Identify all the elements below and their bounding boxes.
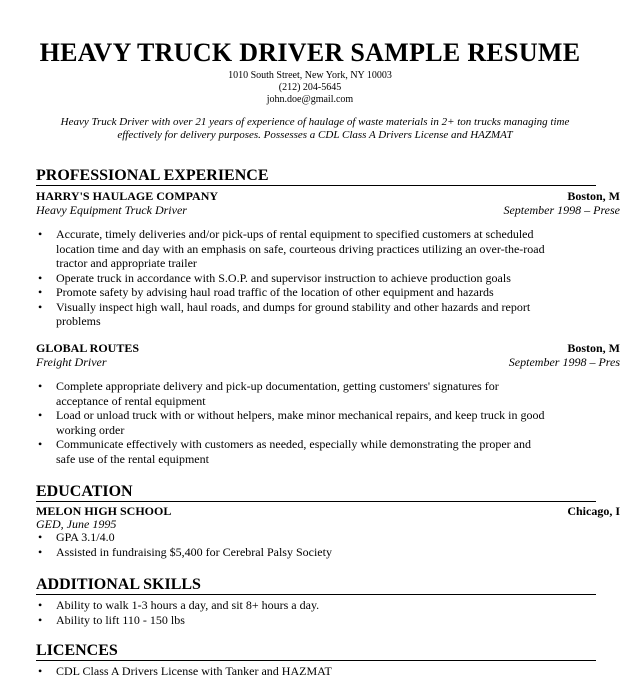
list-item: • Complete appropriate delivery and pick-up documentation, getting customers' signatures for acceptance of rental equipment <box>36 379 546 408</box>
education-subheader <box>36 517 620 531</box>
contact-email: john.doe@gmail.com <box>266 94 354 105</box>
section-heading-education: EDUCATION <box>36 483 596 502</box>
job-subheader <box>36 355 620 369</box>
job-dates: September 1998 – Prese <box>503 203 620 217</box>
job-role: Freight Driver <box>36 355 107 369</box>
list-item: • GPA 3.1/4.0 <box>36 530 546 545</box>
section-heading-experience: PROFESSIONAL EXPERIENCE <box>36 167 596 186</box>
summary-paragraph: Heavy Truck Driver with over 21 years of experience of haulage of waste materials in 2+ ton trucks managing time effectively for delivery purposes. Possesses a CDL Class A Drivers License and HAZMAT <box>60 116 570 141</box>
list-item: • Ability to lift 110 - 150 lbs <box>36 613 546 628</box>
job-header <box>36 341 620 355</box>
job-header <box>36 189 620 203</box>
school-name: MELON HIGH SCHOOL <box>36 504 172 518</box>
job-role: Heavy Equipment Truck Driver <box>36 203 187 217</box>
list-item: • Promote safety by advising haul road traffic of the location of other equipment and hazards <box>36 285 546 300</box>
education-bullet-list <box>36 530 546 559</box>
contact-phone: (212) 204-5645 <box>278 82 342 93</box>
list-item: • Operate truck in accordance with S.O.P. and supervisor instruction to achieve production goals <box>36 271 546 286</box>
list-item: • Accurate, timely deliveries and/or pick-ups of rental equipment to specified customers at scheduled location time and day with an emphasis on safe, courteous driving practices utilizing an over-the-road tractor and appropriate trailer <box>36 227 546 271</box>
company-name: HARRY'S HAULAGE COMPANY <box>36 189 219 203</box>
job-location: Boston, M <box>567 341 620 355</box>
education-header <box>36 504 620 518</box>
skills-bullet-list <box>36 598 546 627</box>
job-dates: September 1998 – Pres <box>508 355 620 369</box>
list-item: • Ability to walk 1-3 hours a day, and sit 8+ hours a day. <box>36 598 546 613</box>
job-subheader <box>36 203 620 217</box>
list-item: • CDL Class A Drivers License with Tanker and HAZMAT <box>36 664 546 679</box>
list-item: • Load or unload truck with or without helpers, make minor mechanical repairs, and keep truck in good working order <box>36 408 546 437</box>
section-heading-skills: ADDITIONAL SKILLS <box>36 576 596 595</box>
resume-title: HEAVY TRUCK DRIVER SAMPLE RESUME <box>39 38 581 67</box>
list-item: • Communicate effectively with customers as needed, especially while demonstrating the proper and safe use of the rental equipment <box>36 437 546 466</box>
list-item: • Assisted in fundraising $5,400 for Cerebral Palsy Society <box>36 545 546 560</box>
company-name: GLOBAL ROUTES <box>36 341 140 355</box>
licences-bullet-list <box>36 664 546 679</box>
job-bullet-list <box>36 227 546 329</box>
job-location: Boston, M <box>567 189 620 203</box>
degree: GED, June 1995 <box>36 517 117 531</box>
contact-address: 1010 South Street, New York, NY 10003 <box>228 70 392 81</box>
job-bullet-list <box>36 379 546 466</box>
school-location: Chicago, I <box>567 504 620 518</box>
section-heading-licences: LICENCES <box>36 642 596 661</box>
list-item: • Visually inspect high wall, haul roads, and dumps for ground stability and other hazards and report problems <box>36 300 546 329</box>
